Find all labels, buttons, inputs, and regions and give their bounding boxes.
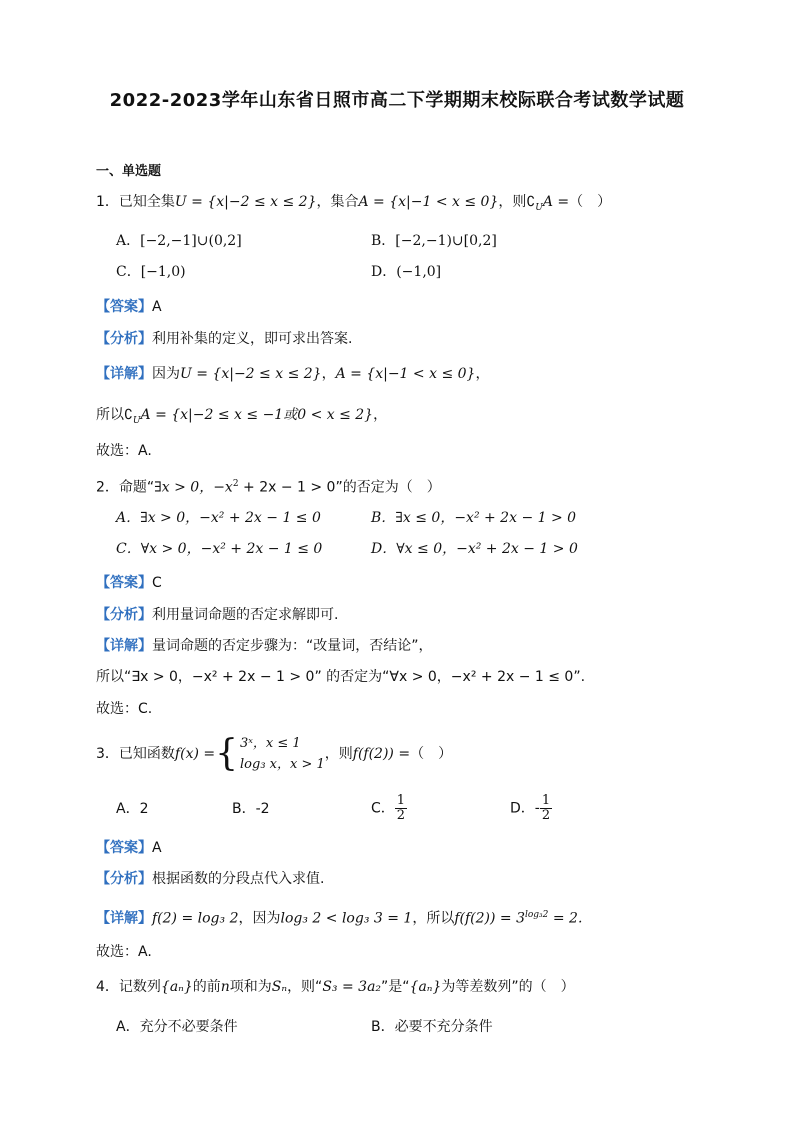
q1-answer <box>96 297 162 317</box>
question-2 <box>96 474 441 498</box>
q2-option-d: D．∀x ≤ 0，−x² + 2x − 1 > 0 <box>371 541 578 557</box>
q2-detail <box>96 636 433 656</box>
q3-choose: 故选：A. <box>96 944 152 960</box>
q3-option-d-label: D．- <box>510 800 540 817</box>
q3-option-a: A．2 <box>116 801 149 817</box>
q2-stem-sq: 2 <box>232 479 239 489</box>
q1-answer-value: A <box>152 299 162 315</box>
q3-piecewise <box>240 733 325 775</box>
q4-n: n <box>220 979 230 995</box>
q2-stem-math: ∃x > 0，−x <box>154 479 233 496</box>
q1-option-c: C．[−1,0) <box>116 264 186 280</box>
q3-d-e: f(f(2)) = 3 <box>454 910 525 927</box>
q3-stem-pre: 3．已知函数 <box>96 746 175 762</box>
answer-tag: 【答案】 <box>96 840 152 856</box>
q4-cond: S₃ = 3a₂ <box>322 979 382 995</box>
q3-option-c-label: C． <box>371 800 395 817</box>
q3-d-b: ，因为 <box>238 910 281 927</box>
q1-detail-u: U = {x|−2 ≤ x ≤ 2} <box>180 366 322 382</box>
q4-sn: Sₙ <box>271 979 288 995</box>
q1-option-d: D．(−1,0] <box>371 264 442 280</box>
q3-d-c: log₃ 2 < log₃ 3 = 1 <box>280 910 413 927</box>
q3-analysis <box>96 869 324 889</box>
answer-tag: 【答案】 <box>96 575 152 591</box>
q3-detail <box>96 905 582 929</box>
q1-stem-pre: 1．已知全集 <box>96 194 175 210</box>
q2-option-b: B．∃x ≤ 0，−x² + 2x − 1 > 0 <box>371 510 577 526</box>
q3-d-a: f(2) = log₃ 2 <box>152 910 239 927</box>
q2-detail-line2: 所以“∃x > 0，−x² + 2x − 1 > 0” 的否定为“∀x > 0，−x² + 2x − 1 ≤ 0”. <box>96 669 586 685</box>
q1-option-a: A．[−2,−1]∪(0,2] <box>116 233 242 249</box>
q1-l2-comp: ∁ <box>124 407 133 423</box>
q3-option-d-frac <box>540 794 552 823</box>
q1-detail-end: ， <box>475 366 490 382</box>
q1-analysis-text: 利用补集的定义，即可求出答案. <box>152 331 353 347</box>
section-heading: 一、单选题 <box>96 164 162 179</box>
q4-mid4: ”是“ <box>381 979 410 995</box>
q1-stem-mid: ，集合 <box>316 194 359 210</box>
q4-mid: 的前 <box>192 979 221 995</box>
q3-brace: { <box>215 733 239 774</box>
q1-detail-sep: ， <box>321 366 336 382</box>
q3-stem-end: （ ） <box>410 746 453 762</box>
analysis-tag: 【分析】 <box>96 607 152 623</box>
q1-choose: 故选：A. <box>96 443 152 459</box>
q2-stem-pre: 2．命题“ <box>96 479 155 496</box>
q4-seq2: {aₙ} <box>409 979 442 995</box>
q4-end: 为等差数列”的（ ） <box>441 979 575 995</box>
q2-analysis <box>96 605 338 625</box>
q3-option-d <box>510 794 552 823</box>
q1-l2-sub: U <box>132 415 141 426</box>
q1-detail-pre: 因为 <box>152 366 180 382</box>
q4-option-b: B．必要不充分条件 <box>371 1019 493 1035</box>
q2-option-c: C．∀x > 0，−x² + 2x − 1 ≤ 0 <box>116 541 323 557</box>
q3-d-d: ，所以 <box>412 910 455 927</box>
q3-option-c <box>371 794 407 823</box>
analysis-tag: 【分析】 <box>96 331 152 347</box>
frac-den: 2 <box>396 808 406 823</box>
detail-tag: 【详解】 <box>96 638 152 654</box>
q1-complement-sub: U <box>535 202 543 213</box>
q3-answer <box>96 838 162 858</box>
q4-option-a: A．充分不必要条件 <box>116 1019 238 1035</box>
q2-answer <box>96 573 162 593</box>
page-title: 2022-2023学年山东省日照市高二下学期期末校际联合考试数学试题 <box>109 90 685 111</box>
question-4 <box>96 977 575 997</box>
q1-detail-a: A = {x|−1 < x ≤ 0} <box>335 366 476 382</box>
q2-analysis-text: 利用量词命题的否定求解即可. <box>152 607 339 623</box>
q3-case-2: log₃ x，x > 1 <box>240 757 325 772</box>
q4-mid3: ，则“ <box>287 979 323 995</box>
q1-set-a: A = {x|−1 < x ≤ 0} <box>358 194 499 210</box>
q3-analysis-text: 根据函数的分段点代入求值. <box>152 871 325 887</box>
q1-complement: ∁ <box>526 194 536 210</box>
q4-pre: 4．记数列 <box>96 979 161 995</box>
detail-tag: 【详解】 <box>96 366 152 382</box>
question-1 <box>96 192 611 218</box>
q4-seq: {aₙ} <box>160 979 193 995</box>
frac-num: 1 <box>541 793 551 808</box>
q1-analysis <box>96 329 352 349</box>
q3-d-f: = 2. <box>548 910 583 927</box>
q2-option-a: A．∃x > 0，−x² + 2x − 1 ≤ 0 <box>116 510 321 526</box>
q3-fx: f(x) = <box>174 746 216 762</box>
q1-set-u: U = {x|−2 ≤ x ≤ 2} <box>174 194 317 210</box>
frac-den: 2 <box>541 808 551 823</box>
q3-stem-post: ，则 <box>324 746 353 762</box>
q1-detail <box>96 364 489 384</box>
q1-detail-line2 <box>96 405 387 431</box>
q1-option-b: B．[−2,−1)∪[0,2] <box>371 233 497 249</box>
q2-choose: 故选：C. <box>96 701 153 717</box>
q1-complement-a: A = <box>542 194 570 210</box>
q3-ffx: f(f(2)) = <box>352 746 411 762</box>
q4-mid2: 项和为 <box>229 979 272 995</box>
q1-l2-pre: 所以 <box>96 407 124 423</box>
analysis-tag: 【分析】 <box>96 871 152 887</box>
q1-l2-end: ， <box>373 407 388 423</box>
q3-option-b: B．-2 <box>232 801 270 817</box>
q2-detail-text: 量词命题的否定步骤为：“改量词，否结论”， <box>152 638 433 654</box>
q1-stem-post: ，则 <box>498 194 527 210</box>
q3-option-c-frac <box>395 794 407 823</box>
frac-num: 1 <box>396 793 406 808</box>
q3-answer-value: A <box>152 840 162 856</box>
q2-stem-rest: + 2x − 1 > 0”的否定为（ ） <box>238 479 441 496</box>
q3-d-exp: log₃2 <box>525 910 549 920</box>
question-3 <box>96 733 452 775</box>
q1-stem-end: （ ） <box>569 194 612 210</box>
answer-tag: 【答案】 <box>96 299 152 315</box>
q1-l2-math: A = {x|−2 ≤ x ≤ −1或0 < x ≤ 2} <box>140 407 374 423</box>
q3-case-1: 3ˣ，x ≤ 1 <box>240 736 301 751</box>
detail-tag: 【详解】 <box>96 910 152 927</box>
q2-answer-value: C <box>152 575 162 591</box>
